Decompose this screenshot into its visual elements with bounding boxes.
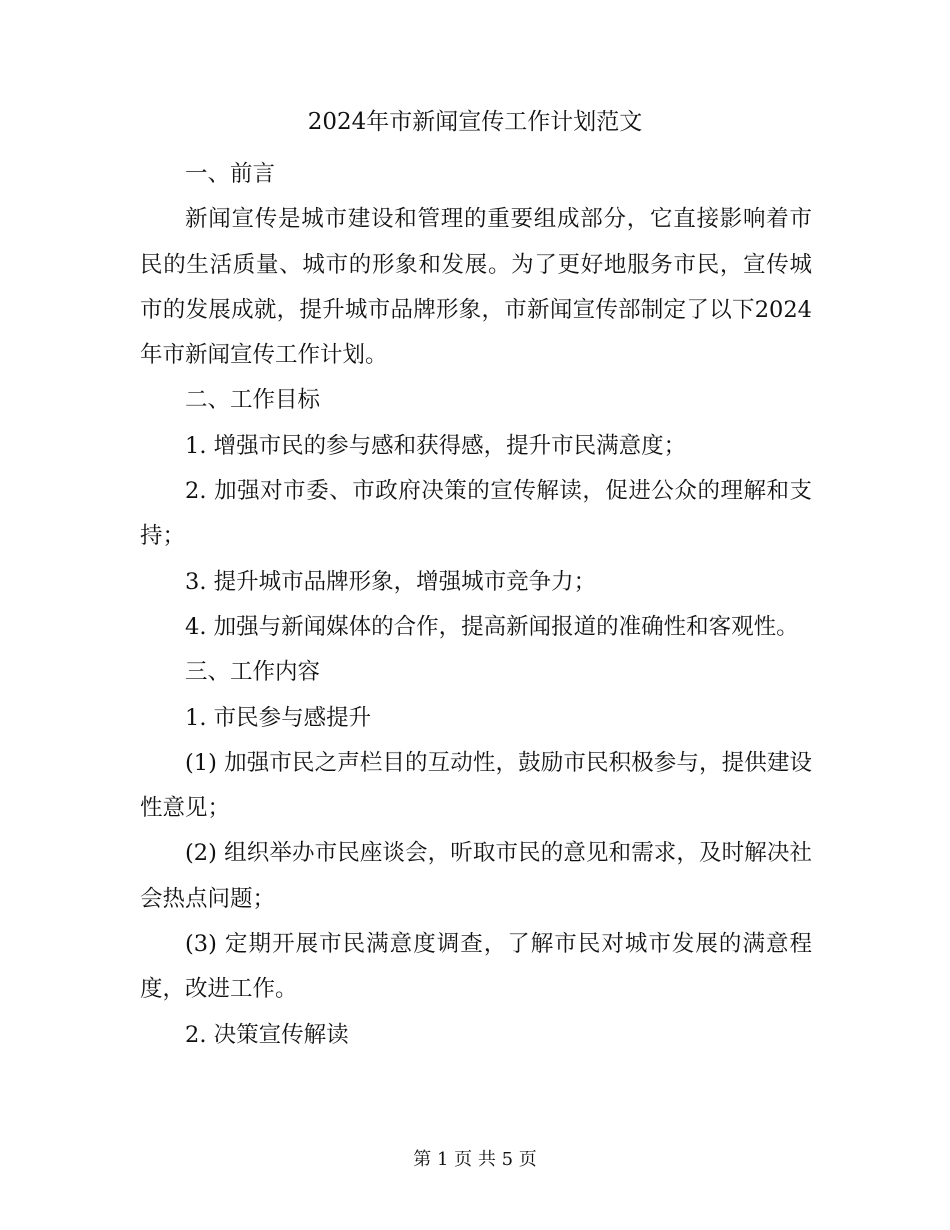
- goal-item-2: 2. 加强对市委、市政府决策的宣传解读，促进公众的理解和支持；: [140, 478, 812, 550]
- content-subheading-1: 1. 市民参与感提升: [185, 704, 372, 731]
- page-footer: 第 1 页 共 5 页: [413, 1149, 537, 1170]
- document-title: 2024年市新闻宣传工作计划范文: [307, 109, 643, 135]
- section-heading-content: 三、工作内容: [185, 659, 321, 686]
- section-heading-goals: 二、工作目标: [185, 387, 321, 414]
- goal-item-4: 4. 加强与新闻媒体的合作，提高新闻报道的准确性和客观性。: [185, 613, 799, 640]
- preface-paragraph: 新闻宣传是城市建设和管理的重要组成部分，它直接影响着市民的生活质量、城市的形象和发展。为了更好地服务市民，宣传城市的发展成就，提升城市品牌形象，市新闻宣传部制定了以下2024年市新闻宣传工作计划。: [140, 206, 812, 369]
- section-heading-preface: 一、前言: [185, 161, 276, 187]
- document-body: [140, 152, 812, 1058]
- goal-item-3: 3. 提升城市品牌形象，增强城市竞争力；: [185, 568, 597, 595]
- content-item-1-3: (3) 定期开展市民满意度调查，了解市民对城市发展的满意程度，改进工作。: [140, 931, 812, 1003]
- content-subheading-2: 2. 决策宣传解读: [185, 1021, 349, 1048]
- content-item-1-1: (1) 加强市民之声栏目的互动性，鼓励市民积极参与，提供建设性意见；: [140, 749, 812, 822]
- content-item-1-2: (2) 组织举办市民座谈会，听取市民的意见和需求，及时解决社会热点问题；: [140, 840, 812, 912]
- goal-item-1: 1. 增强市民的参与感和获得感，提升市民满意度；: [185, 432, 687, 459]
